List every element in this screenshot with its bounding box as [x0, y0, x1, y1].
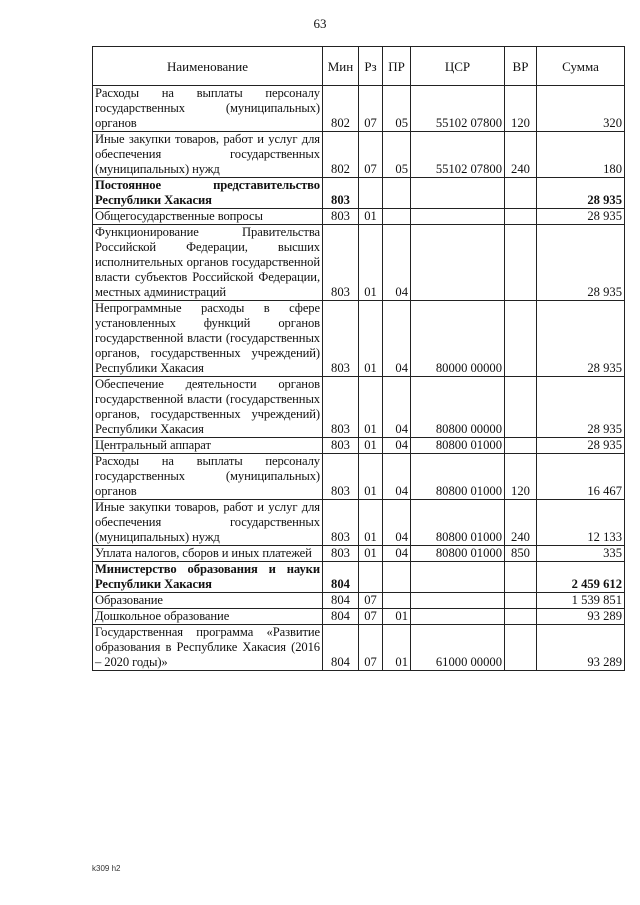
cell-name: Министерство образования и науки Республики Хакасия — [93, 562, 323, 593]
cell-vr — [505, 178, 537, 209]
cell-name: Общегосударственные вопросы — [93, 209, 323, 225]
cell-vr — [505, 209, 537, 225]
cell-min: 803 — [323, 209, 359, 225]
cell-rz: 07 — [359, 132, 383, 178]
cell-vr — [505, 593, 537, 609]
cell-sum: 93 289 — [537, 609, 625, 625]
cell-name: Уплата налогов, сборов и иных платежей — [93, 546, 323, 562]
cell-min: 803 — [323, 438, 359, 454]
cell-rz: 01 — [359, 500, 383, 546]
header-rz: Рз — [359, 47, 383, 86]
cell-vr — [505, 625, 537, 671]
table-row — [93, 500, 625, 546]
table-row — [93, 625, 625, 671]
cell-rz: 01 — [359, 377, 383, 438]
cell-pr: 04 — [383, 377, 411, 438]
cell-pr — [383, 562, 411, 593]
cell-min: 802 — [323, 132, 359, 178]
cell-pr — [383, 178, 411, 209]
cell-pr — [383, 593, 411, 609]
cell-rz: 01 — [359, 301, 383, 377]
cell-vr — [505, 225, 537, 301]
table-row — [93, 209, 625, 225]
table-row — [93, 593, 625, 609]
table-header-row — [93, 47, 625, 86]
budget-table — [92, 46, 625, 671]
header-pr: ПР — [383, 47, 411, 86]
cell-name: Непрограммные расходы в сфере установленных функций органов государственной власти (государственных органов, государственных учреждений) Республики Хакасия — [93, 301, 323, 377]
cell-sum: 1 539 851 — [537, 593, 625, 609]
cell-rz — [359, 178, 383, 209]
cell-pr: 01 — [383, 609, 411, 625]
cell-min: 803 — [323, 500, 359, 546]
cell-pr: 04 — [383, 500, 411, 546]
cell-pr: 01 — [383, 625, 411, 671]
cell-vr: 120 — [505, 454, 537, 500]
cell-sum: 335 — [537, 546, 625, 562]
cell-csr — [411, 562, 505, 593]
cell-name: Обеспечение деятельности органов государственной власти (государственных органов, государственных учреждений) Республики Хакасия — [93, 377, 323, 438]
cell-vr — [505, 609, 537, 625]
cell-csr: 80800 01000 — [411, 500, 505, 546]
cell-name: Расходы на выплаты персоналу государственных (муниципальных) органов — [93, 86, 323, 132]
cell-sum: 28 935 — [537, 377, 625, 438]
cell-name: Иные закупки товаров, работ и услуг для обеспечения государственных (муниципальных) нужд — [93, 500, 323, 546]
cell-sum: 320 — [537, 86, 625, 132]
cell-pr: 04 — [383, 225, 411, 301]
cell-csr: 80800 01000 — [411, 454, 505, 500]
cell-vr: 120 — [505, 86, 537, 132]
header-vr: ВР — [505, 47, 537, 86]
cell-pr: 04 — [383, 301, 411, 377]
table-row — [93, 546, 625, 562]
cell-name: Дошкольное образование — [93, 609, 323, 625]
table-row — [93, 562, 625, 593]
cell-min: 803 — [323, 377, 359, 438]
page-number: 63 — [313, 16, 327, 31]
header-sum: Сумма — [537, 47, 625, 86]
table-row — [93, 225, 625, 301]
cell-sum: 28 935 — [537, 438, 625, 454]
cell-pr: 04 — [383, 438, 411, 454]
table-row — [93, 377, 625, 438]
cell-min: 803 — [323, 178, 359, 209]
table-row — [93, 438, 625, 454]
header-min: Мин — [323, 47, 359, 86]
cell-csr: 55102 07800 — [411, 132, 505, 178]
table-row — [93, 178, 625, 209]
cell-vr — [505, 301, 537, 377]
cell-vr: 850 — [505, 546, 537, 562]
table-row — [93, 86, 625, 132]
header-name: Наименование — [93, 47, 323, 86]
cell-rz: 07 — [359, 593, 383, 609]
cell-min: 804 — [323, 625, 359, 671]
cell-vr: 240 — [505, 132, 537, 178]
cell-name: Образование — [93, 593, 323, 609]
cell-csr — [411, 178, 505, 209]
cell-pr: 04 — [383, 454, 411, 500]
cell-csr — [411, 209, 505, 225]
cell-rz: 07 — [359, 609, 383, 625]
cell-rz: 07 — [359, 86, 383, 132]
cell-sum: 12 133 — [537, 500, 625, 546]
cell-pr: 04 — [383, 546, 411, 562]
table-body — [93, 86, 625, 671]
table-row — [93, 609, 625, 625]
table-row — [93, 301, 625, 377]
cell-vr — [505, 562, 537, 593]
cell-rz: 01 — [359, 546, 383, 562]
cell-min: 803 — [323, 225, 359, 301]
table-row — [93, 454, 625, 500]
cell-sum: 28 935 — [537, 209, 625, 225]
cell-csr — [411, 593, 505, 609]
cell-csr: 80000 00000 — [411, 301, 505, 377]
cell-sum: 28 935 — [537, 225, 625, 301]
cell-name: Расходы на выплаты персоналу государственных (муниципальных) органов — [93, 454, 323, 500]
cell-min: 803 — [323, 301, 359, 377]
cell-name: Постоянное представительство Республики Хакасия — [93, 178, 323, 209]
cell-sum: 16 467 — [537, 454, 625, 500]
cell-rz: 01 — [359, 454, 383, 500]
cell-min: 804 — [323, 593, 359, 609]
cell-pr: 05 — [383, 86, 411, 132]
cell-min: 802 — [323, 86, 359, 132]
cell-csr: 55102 07800 — [411, 86, 505, 132]
cell-rz — [359, 562, 383, 593]
cell-name: Функционирование Правительства Российской Федерации, высших исполнительных органов государственной власти субъектов Российской Федерации, местных администраций — [93, 225, 323, 301]
cell-pr — [383, 209, 411, 225]
cell-csr: 61000 00000 — [411, 625, 505, 671]
cell-csr: 80800 01000 — [411, 546, 505, 562]
cell-vr: 240 — [505, 500, 537, 546]
table-row — [93, 132, 625, 178]
cell-sum: 28 935 — [537, 178, 625, 209]
cell-csr — [411, 225, 505, 301]
cell-csr — [411, 609, 505, 625]
header-csr: ЦСР — [411, 47, 505, 86]
cell-rz: 01 — [359, 209, 383, 225]
cell-min: 804 — [323, 562, 359, 593]
footer-code: k309 h2 — [92, 864, 121, 873]
cell-name: Центральный аппарат — [93, 438, 323, 454]
cell-name: Иные закупки товаров, работ и услуг для обеспечения государственных (муниципальных) нужд — [93, 132, 323, 178]
cell-min: 803 — [323, 546, 359, 562]
cell-sum: 2 459 612 — [537, 562, 625, 593]
cell-sum: 93 289 — [537, 625, 625, 671]
cell-vr — [505, 438, 537, 454]
cell-sum: 180 — [537, 132, 625, 178]
cell-sum: 28 935 — [537, 301, 625, 377]
cell-rz: 01 — [359, 225, 383, 301]
cell-min: 804 — [323, 609, 359, 625]
cell-min: 803 — [323, 454, 359, 500]
cell-pr: 05 — [383, 132, 411, 178]
cell-csr: 80800 01000 — [411, 438, 505, 454]
cell-name: Государственная программа «Развитие образования в Республике Хакасия (2016 – 2020 годы)» — [93, 625, 323, 671]
cell-rz: 07 — [359, 625, 383, 671]
cell-vr — [505, 377, 537, 438]
cell-rz: 01 — [359, 438, 383, 454]
cell-csr: 80800 00000 — [411, 377, 505, 438]
